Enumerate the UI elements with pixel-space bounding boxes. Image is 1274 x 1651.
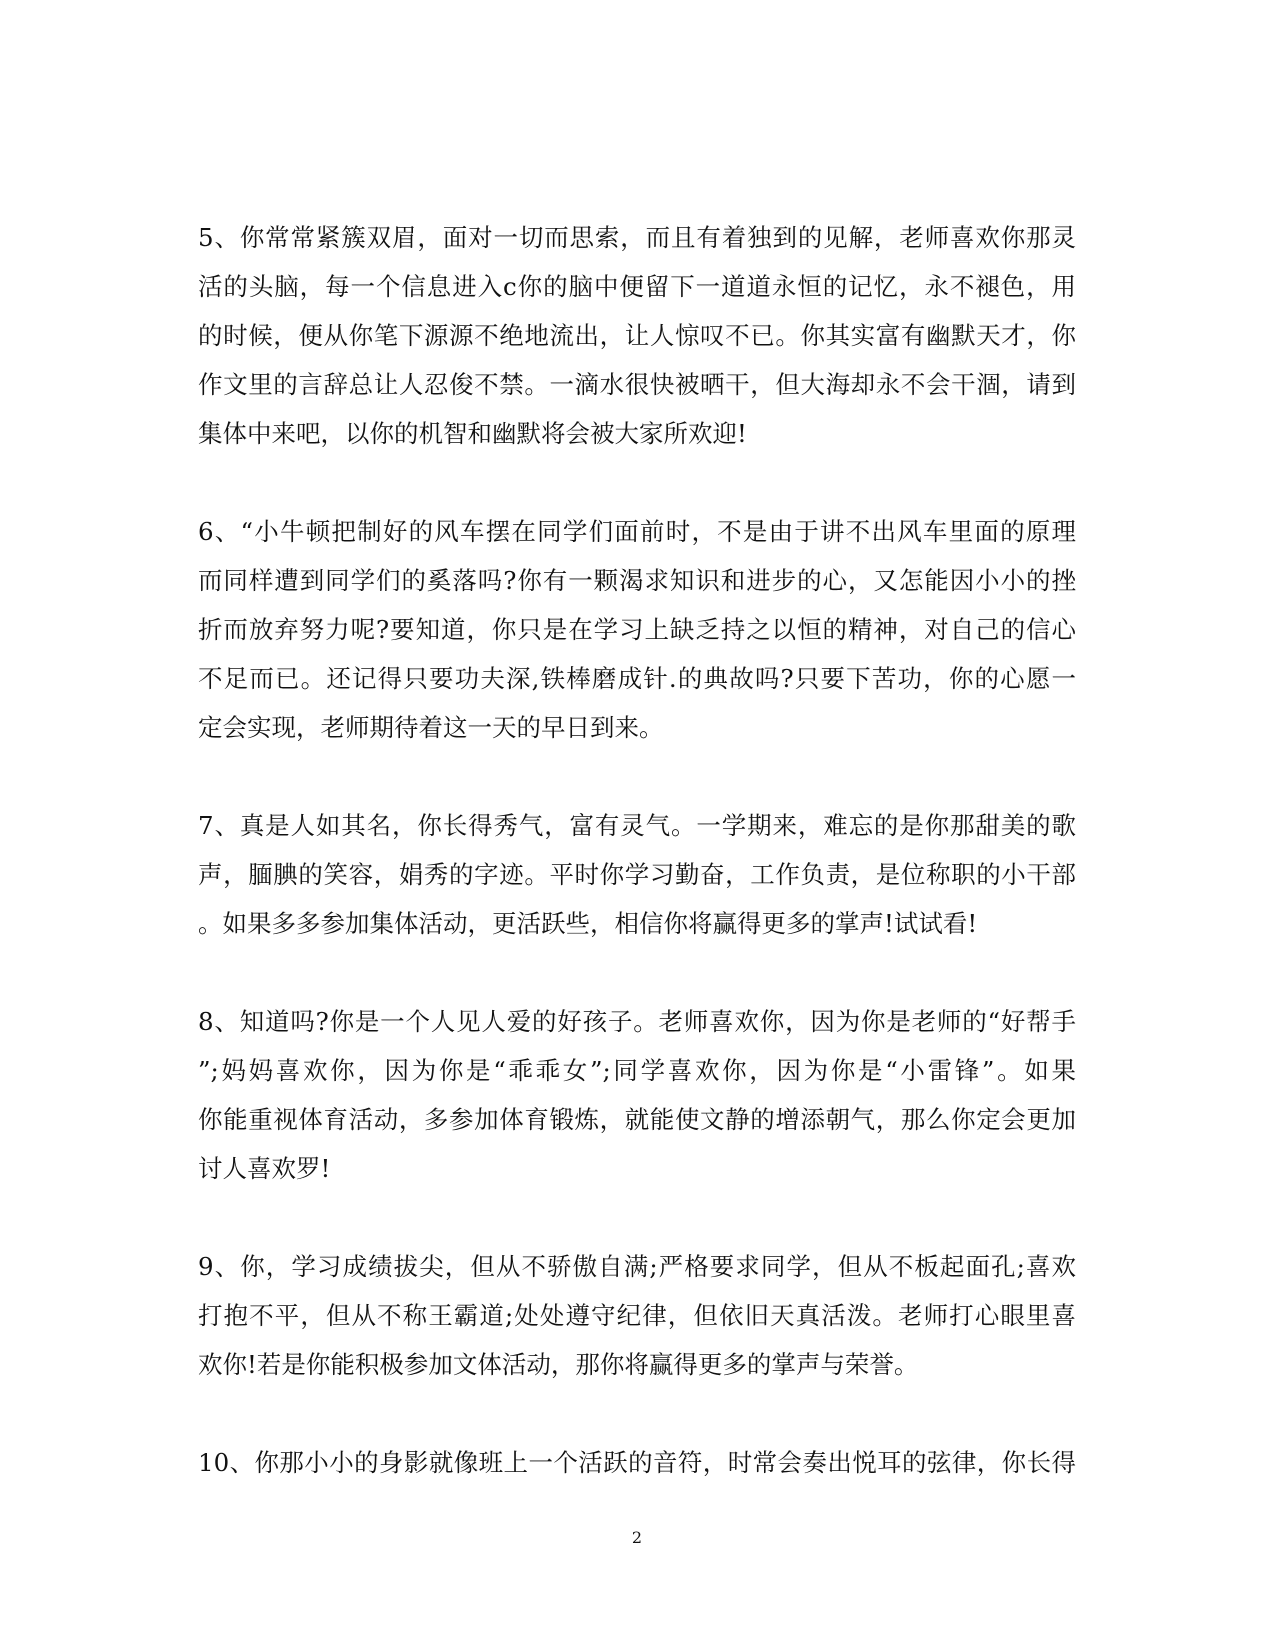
paragraph-line: 你能重视体育活动，多参加体育锻炼，就能使文静的增添朝气，那么你定会更加 — [198, 1105, 1076, 1134]
paragraph-gap — [198, 1389, 1076, 1438]
paragraph-line: 而同样遭到同学们的奚落吗?你有一颗渴求知识和进步的心，又怎能因小小的挫 — [198, 566, 1076, 595]
paragraph-10 — [198, 1438, 1076, 1487]
paragraph-line: ”;妈妈喜欢你，因为你是“乖乖女”;同学喜欢你，因为你是“小雷锋”。如果 — [198, 1056, 1076, 1085]
paragraph-line: 10、你那小小的身影就像班上一个活跃的音符，时常会奏出悦耳的弦律，你长得 — [198, 1448, 1076, 1477]
paragraph-line: 5、你常常紧簇双眉，面对一切而思索，而且有着独到的见解，老师喜欢你那灵 — [198, 223, 1076, 252]
paragraph-gap — [198, 1193, 1076, 1242]
paragraph-line: 讨人喜欢罗! — [198, 1154, 331, 1183]
paragraph-9 — [198, 1242, 1076, 1389]
paragraph-line: 折而放弃努力呢?要知道，你只是在学习上缺乏持之以恒的精神，对自己的信心 — [198, 615, 1076, 644]
paragraph-line: 打抱不平，但从不称王霸道;处处遵守纪律，但依旧天真活泼。老师打心眼里喜 — [198, 1301, 1076, 1330]
paragraph-line: 8、知道吗?你是一个人见人爱的好孩子。老师喜欢你，因为你是老师的“好帮手 — [198, 1007, 1076, 1036]
paragraph-6 — [198, 507, 1076, 752]
paragraph-line: 9、你，学习成绩拔尖，但从不骄傲自满;严格要求同学，但从不板起面孔;喜欢 — [198, 1252, 1076, 1281]
paragraph-8 — [198, 997, 1076, 1193]
paragraph-gap — [198, 458, 1076, 507]
paragraph-5 — [198, 213, 1076, 458]
paragraph-7 — [198, 801, 1076, 948]
paragraph-gap — [198, 948, 1076, 997]
paragraph-line: 7、真是人如其名，你长得秀气，富有灵气。一学期来，难忘的是你那甜美的歌 — [198, 811, 1076, 840]
paragraph-line: 活的头脑，每一个信息进入c你的脑中便留下一道道永恒的记忆，永不褪色，用 — [198, 272, 1076, 301]
paragraph-line: 作文里的言辞总让人忍俊不禁。一滴水很快被晒干，但大海却永不会干涸，请到 — [198, 370, 1076, 399]
page-number: 2 — [631, 1528, 643, 1547]
paragraph-line: 不足而已。还记得只要功夫深,铁棒磨成针.的典故吗?只要下苦功，你的心愿一 — [198, 664, 1076, 693]
paragraph-line: 定会实现，老师期待着这一天的早日到来。 — [198, 713, 664, 742]
paragraph-line: 集体中来吧，以你的机智和幽默将会被大家所欢迎! — [198, 419, 747, 448]
paragraph-line: 的时候，便从你笔下源源不绝地流出，让人惊叹不已。你其实富有幽默天才，你 — [198, 321, 1076, 350]
paragraph-line: 。如果多多参加集体活动，更活跃些，相信你将赢得更多的掌声!试试看! — [198, 909, 978, 938]
document-body — [198, 213, 1076, 1487]
paragraph-line: 欢你!若是你能积极参加文体活动，那你将赢得更多的掌声与荣誉。 — [198, 1350, 919, 1379]
paragraph-line: 6、“小牛顿把制好的风车摆在同学们面前时，不是由于讲不出风车里面的原理 — [198, 517, 1076, 546]
paragraph-gap — [198, 752, 1076, 801]
paragraph-line: 声，腼腆的笑容，娟秀的字迹。平时你学习勤奋，工作负责，是位称职的小干部 — [198, 860, 1076, 889]
